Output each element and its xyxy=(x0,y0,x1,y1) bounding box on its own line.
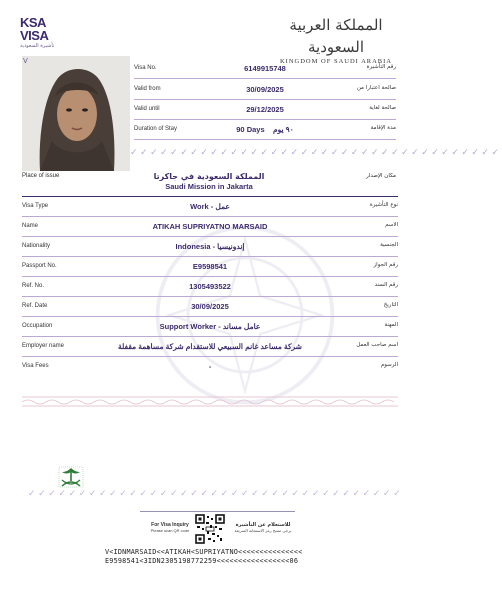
check-mark-pattern-bottom: ✓✓✓✓✓✓✓✓✓✓✓✓✓✓✓✓✓✓✓✓✓✓✓✓✓✓✓✓✓✓✓✓✓✓✓✓✓ xyxy=(28,489,404,499)
field-duration xyxy=(134,121,396,139)
field-label-ar: التاريخ xyxy=(383,302,398,308)
field-label-en: Passport No. xyxy=(22,263,57,269)
separator xyxy=(22,356,398,357)
field-value: - xyxy=(208,362,212,371)
separator xyxy=(22,216,398,217)
field-label-en: Valid until xyxy=(134,106,160,112)
place-value-en: Saudi Mission in Jakarta xyxy=(165,182,253,191)
field-label-en: Occupation xyxy=(22,323,53,329)
holder-photo xyxy=(22,56,130,171)
field-value: 90 Days ٩٠ يوم xyxy=(236,125,294,134)
qr-inquiry-box xyxy=(140,511,295,546)
field-value: 30/09/2025 xyxy=(246,85,284,94)
field-value: Work - عمل xyxy=(190,202,230,211)
field-visa-no xyxy=(134,60,396,78)
field-label-en: Place of issue xyxy=(22,173,60,179)
field-label-ar: الجنسية xyxy=(380,242,398,248)
portrait-icon xyxy=(22,56,130,171)
ksa-visa-logo xyxy=(20,16,80,49)
wave-divider-icon xyxy=(22,395,398,407)
field-ref-no xyxy=(22,278,398,296)
field-value: ATIKAH SUPRIYATNO MARSAID xyxy=(152,222,268,231)
field-valid-until xyxy=(134,101,396,119)
separator xyxy=(134,78,396,79)
field-label-ar: الرسوم xyxy=(380,362,398,368)
field-label-en: Employer name xyxy=(22,343,65,349)
field-passport-no xyxy=(22,258,398,276)
field-label-en: Visa No. xyxy=(134,65,157,71)
field-valid-from xyxy=(134,81,396,99)
field-occupation xyxy=(22,318,398,336)
qr-subtitle-en: Please scan QR code xyxy=(150,528,190,533)
separator xyxy=(134,139,396,140)
field-label-en: Name xyxy=(22,223,39,229)
mrz-line-1: V<IDNMARSAID<<ATIKAH<SUPRIYATNO<<<<<<<<<<<<<<< xyxy=(105,548,303,556)
field-label-ar: صالحة اعتبارا من xyxy=(356,85,396,91)
field-nationality xyxy=(22,238,398,256)
field-label-ar: صالحة لغاية xyxy=(369,105,396,111)
kingdom-heading xyxy=(276,14,396,65)
qr-code-icon[interactable] xyxy=(195,514,225,544)
qr-title-ar: للاستعلام عن التأشيرة xyxy=(235,522,291,528)
field-label-en: Ref. Date xyxy=(22,303,48,309)
separator xyxy=(22,236,398,237)
field-value: Indonesia - إندونيسيا xyxy=(175,242,245,251)
qr-arabic-text xyxy=(233,522,293,533)
separator xyxy=(22,256,398,257)
field-label-en: Duration of Stay xyxy=(134,126,178,132)
field-label-ar: رقم الجواز xyxy=(373,262,398,268)
qr-english-text xyxy=(146,522,194,533)
field-label-ar: مكان الإصدار xyxy=(366,173,396,179)
field-label-ar: الاسم xyxy=(385,222,398,228)
separator xyxy=(22,296,398,297)
separator xyxy=(22,316,398,317)
field-value: 1305493522 xyxy=(189,282,231,291)
separator xyxy=(22,276,398,277)
field-label-ar: رقم التأشيرة xyxy=(366,64,396,70)
field-employer-name xyxy=(22,338,398,356)
machine-readable-zone xyxy=(105,548,302,566)
field-value: Support Worker - عامل مساند xyxy=(159,322,261,331)
field-label-en: Ref. No. xyxy=(22,283,45,289)
field-visa-fees xyxy=(22,358,398,376)
separator xyxy=(134,99,396,100)
qr-title-en: For Visa Inquiry xyxy=(151,522,189,528)
field-value: شركة مساعد غانم السبيعي للاستقدام شركة مساهمة مقفلة xyxy=(118,342,302,351)
logo-line2: VISA xyxy=(20,28,49,43)
logo-arabic: تأشيرة السعودية xyxy=(20,43,55,49)
field-label-ar: اسم صاحب العمل xyxy=(356,342,398,348)
photo-mark: V xyxy=(23,57,28,65)
place-value-ar: المملكة السعودية في جاكرتا xyxy=(153,172,265,181)
field-ref-date xyxy=(22,298,398,316)
separator xyxy=(134,119,396,120)
mrz-line-2: E9598541<3IDN2305198772259<<<<<<<<<<<<<<<<<06 xyxy=(105,557,299,565)
field-visa-type xyxy=(22,198,398,216)
field-label-en: Visa Fees xyxy=(22,363,49,369)
field-label-en: Valid from xyxy=(134,86,161,92)
logo-line1: KSA xyxy=(20,15,46,30)
field-label-en: Visa Type xyxy=(22,203,49,209)
field-label-ar: رقم السند xyxy=(374,282,398,288)
separator xyxy=(22,336,398,337)
palm-swords-emblem-icon xyxy=(58,466,84,488)
field-place-of-issue xyxy=(22,168,396,196)
field-value: 6149915748 xyxy=(244,64,286,73)
check-mark-pattern: ✓✓✓✓✓✓✓✓✓✓✓✓✓✓✓✓✓✓✓✓✓✓✓✓✓✓✓✓✓✓✓✓✓✓✓✓✓ xyxy=(130,148,502,158)
field-label-ar: نوع التأشيرة xyxy=(369,202,398,208)
field-name xyxy=(22,218,398,236)
field-value: 29/12/2025 xyxy=(246,105,284,114)
field-value: E9598541 xyxy=(192,262,228,271)
qr-subtitle-ar: يرجى مسح رمز الاستجابة السريعة xyxy=(234,528,292,533)
field-label-en: Nationality xyxy=(22,243,51,249)
field-label-ar: المهنة xyxy=(384,322,398,328)
field-label-ar: مدة الإقامة xyxy=(370,125,396,131)
kingdom-english: KINGDOM OF SAUDI ARABIA xyxy=(279,58,393,65)
kingdom-arabic: المملكة العربية السعودية xyxy=(289,16,383,56)
separator xyxy=(22,196,398,197)
field-value: 30/09/2025 xyxy=(191,302,229,311)
